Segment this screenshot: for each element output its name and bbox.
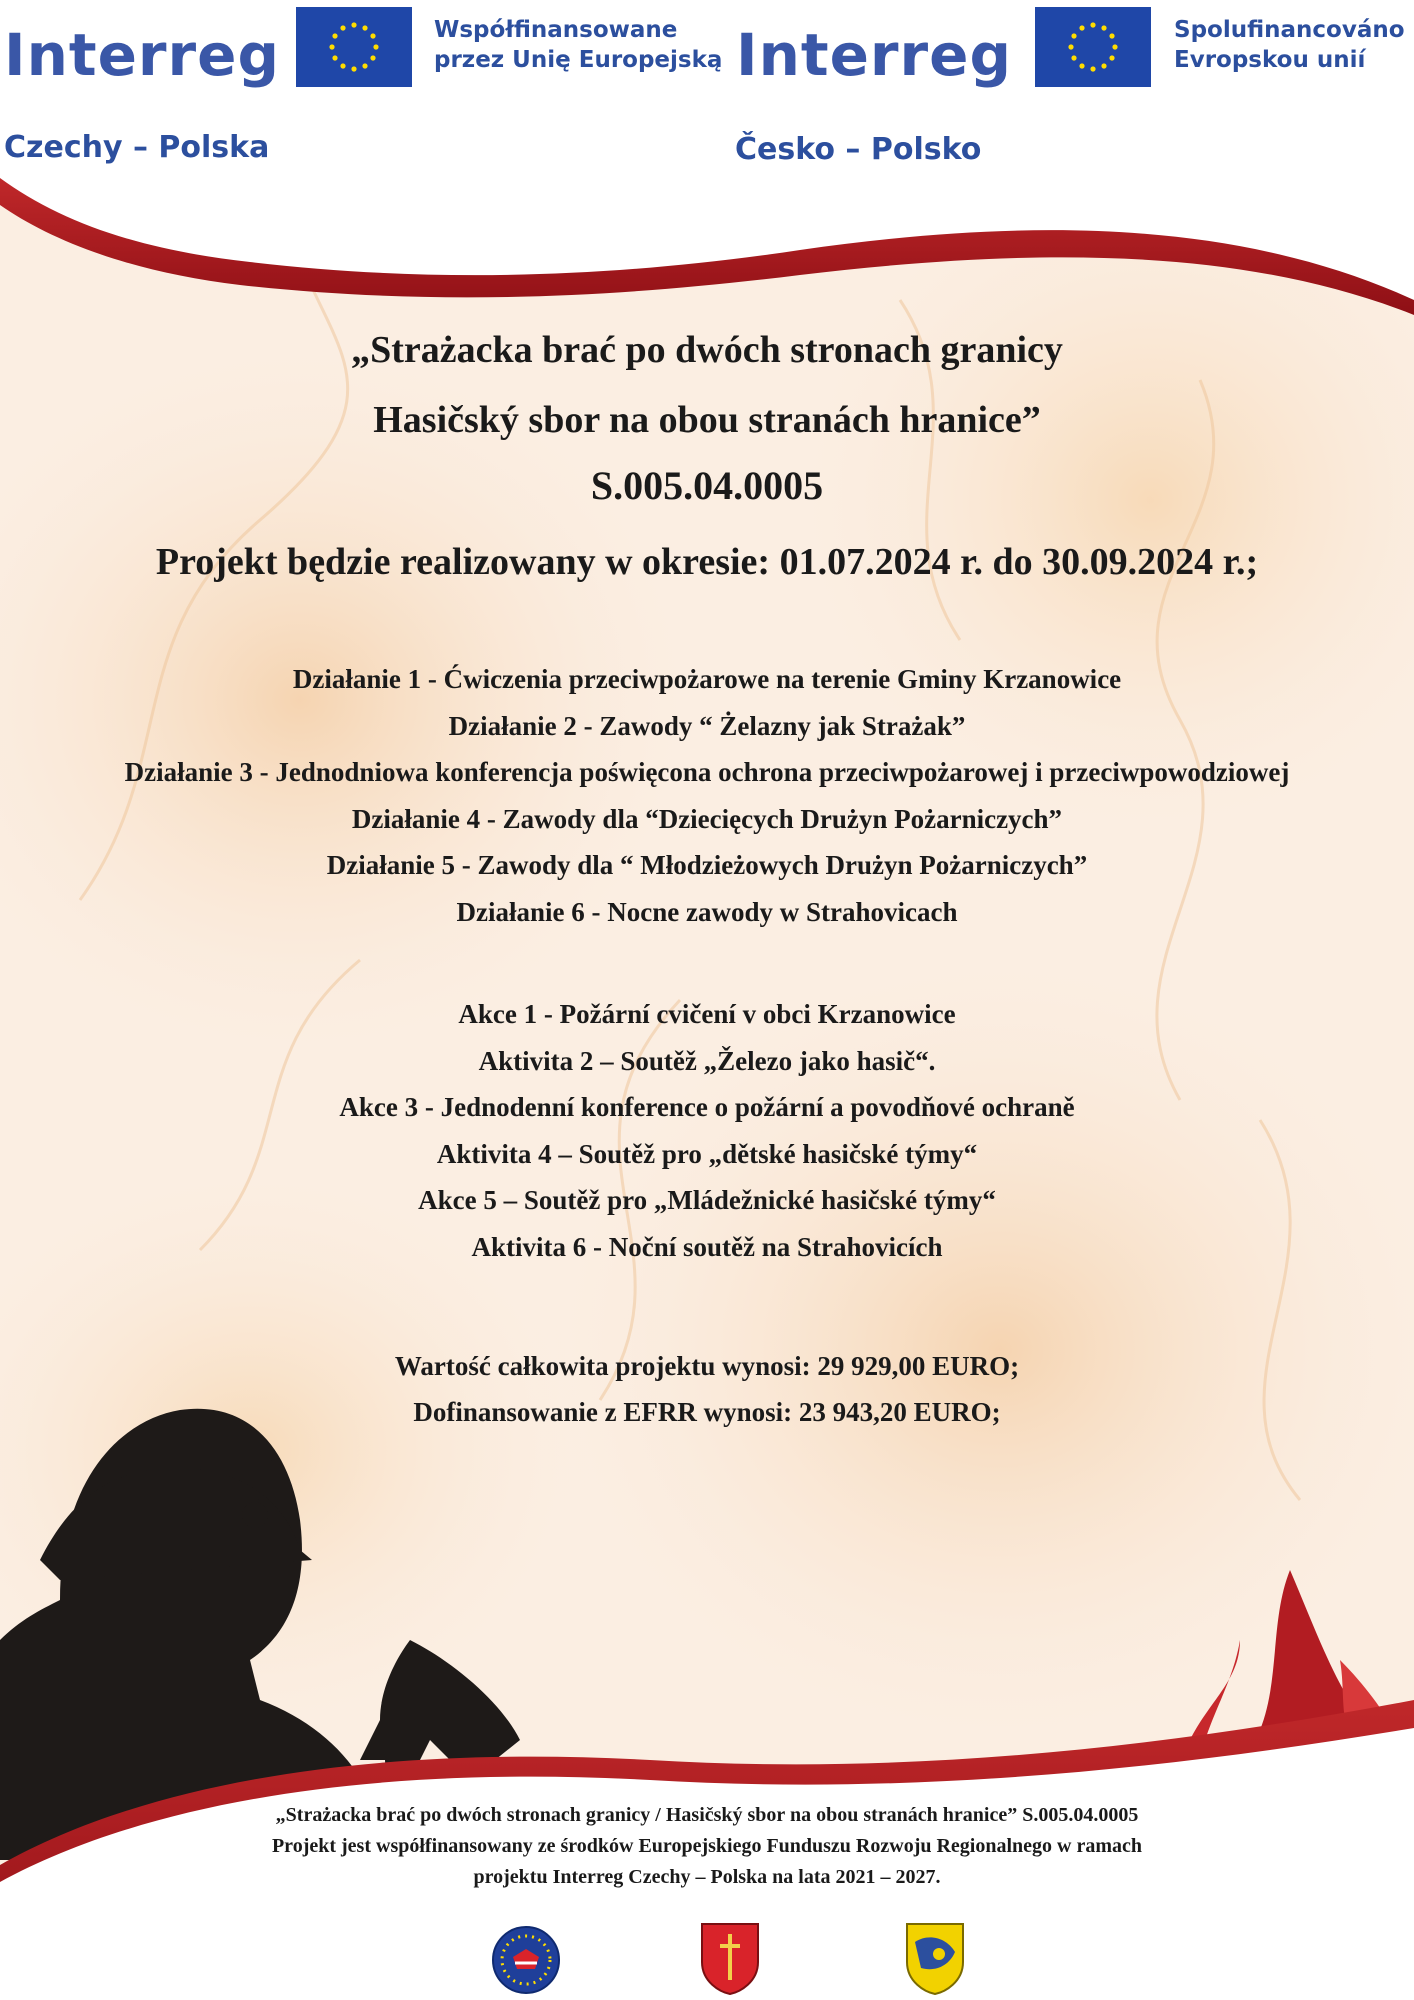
project-period: Projekt będzie realizowany w okresie: 01.07.2024 r. do 30.09.2024 r.; xyxy=(155,541,1259,583)
project-title-pl: „Strażacka brać po dwóch stronach granicy xyxy=(351,329,1063,371)
list-item: Aktivita 4 – Soutěž pro „dětské hasičské týmy“ xyxy=(436,1138,978,1169)
interreg-logo-left: Interreg xyxy=(4,21,280,89)
list-item: Działanie 2 - Zawody “ Żelazny jak Strażak” xyxy=(448,710,966,741)
header xyxy=(0,0,1414,200)
list-item: Akce 3 - Jednodenní konference o požární a povodňové ochraně xyxy=(339,1092,1075,1122)
cofinancing-line: Współfinansowane xyxy=(434,17,678,43)
eu-flag-icon xyxy=(1035,7,1151,87)
interreg-logo-right: Interreg xyxy=(736,21,1012,89)
list-item: Akce 1 - Požární cvičení v obci Krzanowice xyxy=(458,999,956,1029)
strahovice-coat-of-arms-icon xyxy=(905,1922,965,1996)
actions-list-cz xyxy=(0,991,1414,1270)
region-label-left: Czechy – Polska xyxy=(4,130,270,165)
krzanowice-coat-of-arms-icon xyxy=(700,1922,760,1996)
list-item: Akce 5 – Soutěž pro „Mládežnické hasičské týmy“ xyxy=(418,1185,996,1215)
actions-list-pl xyxy=(0,656,1414,935)
project-title-cz: Hasičský sbor na obou stranách hranice” xyxy=(373,399,1041,441)
footer-line: projektu Interreg Czechy – Polska na lata 2021 – 2027. xyxy=(473,1866,941,1888)
list-item: Działanie 6 - Nocne zawody w Strahovicach xyxy=(456,896,958,927)
euroregion-silesia-emblem-icon xyxy=(491,1925,561,1995)
cofinancing-line: przez Unię Europejską xyxy=(434,47,723,73)
cofinancing-text-right xyxy=(1174,15,1405,75)
footer-text xyxy=(0,1800,1414,1893)
footer-line: Projekt jest współfinansowany ze środków Europejskiego Funduszu Rozwoju Regionalnego w ramach xyxy=(271,1835,1143,1857)
cofinancing-line: Spolufinancováno xyxy=(1174,17,1405,43)
region-label-right: Česko – Polsko xyxy=(735,132,982,167)
list-item: Działanie 4 - Zawody dla “Dziecięcych Drużyn Pożarniczych” xyxy=(351,803,1063,834)
project-values xyxy=(0,1343,1414,1435)
footer-line: „Strażacka brać po dwóch stronach granicy / Hasičský sbor na obou stranách hranice” S.005.04.0005 xyxy=(275,1804,1139,1826)
project-number: S.005.04.0005 xyxy=(590,463,824,508)
list-item: Aktivita 6 - Noční soutěž na Strahovicích xyxy=(471,1231,943,1262)
list-item: Aktivita 2 – Soutěž „Železo jako hasič“. xyxy=(478,1045,936,1076)
list-item: Działanie 5 - Zawody dla “ Młodzieżowych Drużyn Pożarniczych” xyxy=(326,850,1088,880)
total-value: Wartość całkowita projektu wynosi: 29 929,00 EURO; xyxy=(394,1351,1020,1381)
cofinancing-line: Evropskou unií xyxy=(1174,47,1366,73)
cofinancing-value: Dofinansowanie z EFRR wynosi: 23 943,20 EURO; xyxy=(413,1397,1001,1427)
list-item: Działanie 3 - Jednodniowa konferencja poświęcona ochrona przeciwpożarowej i przeciwpowodziowej xyxy=(124,757,1290,787)
eu-flag-icon xyxy=(296,7,412,87)
cofinancing-text-left xyxy=(434,15,722,75)
list-item: Działanie 1 - Ćwiczenia przeciwpożarowe na terenie Gminy Krzanowice xyxy=(292,664,1122,694)
